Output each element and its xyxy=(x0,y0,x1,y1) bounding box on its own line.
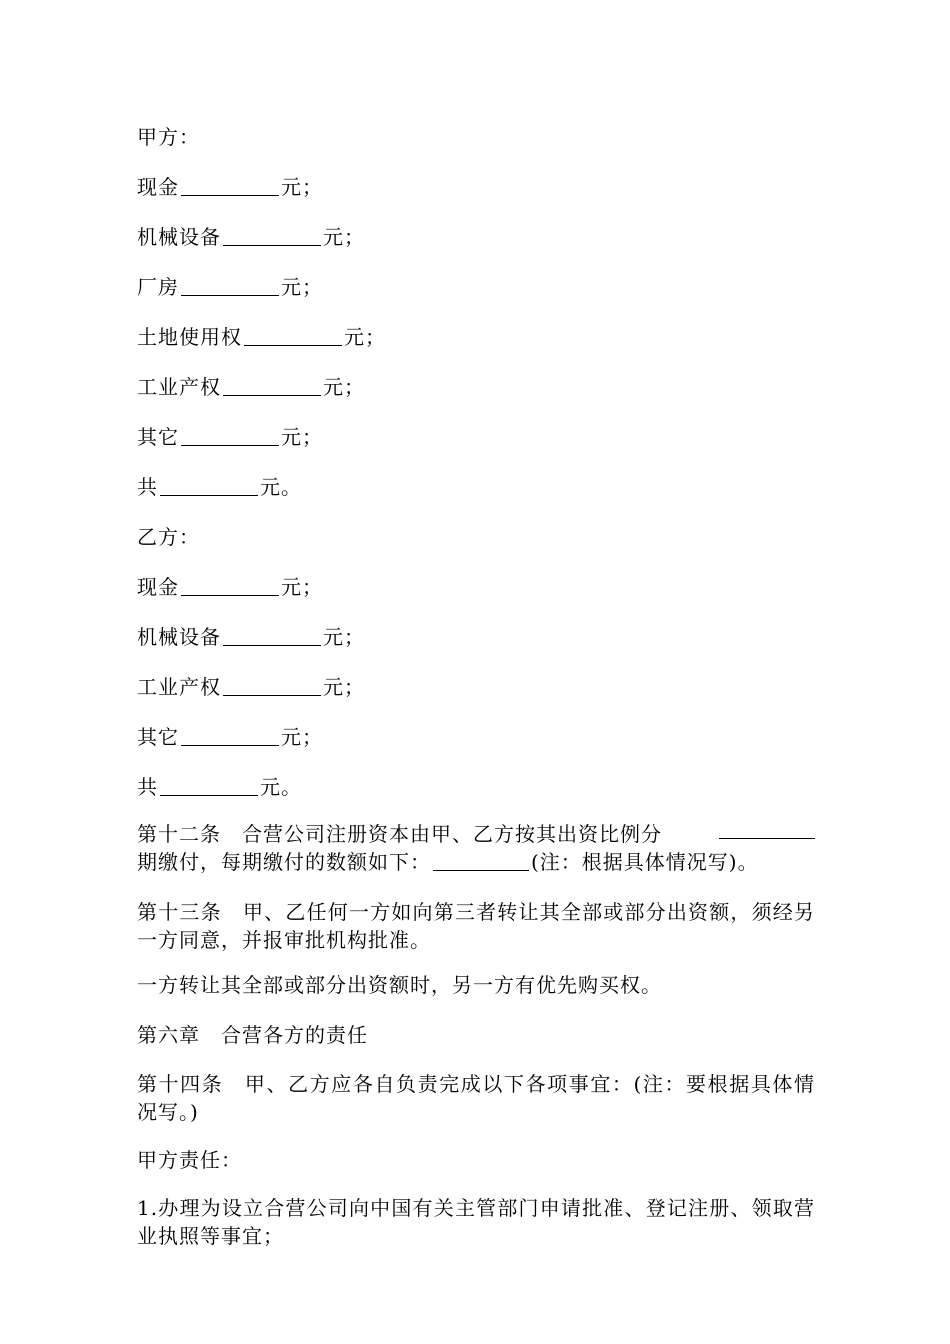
item-suffix: 元； xyxy=(323,225,365,249)
article-12-line1 xyxy=(137,820,815,848)
blank-line xyxy=(160,777,258,796)
blank-line xyxy=(181,577,279,596)
party-a-duty-1: 1.办理为设立合营公司向中国有关主管部门申请批准、登记注册、领取营业执照等事宜； xyxy=(137,1196,815,1248)
item-name: 共 xyxy=(137,775,158,799)
party-a-heading: 甲方： xyxy=(137,125,200,149)
blank-line xyxy=(223,677,321,696)
blank-line xyxy=(223,227,321,246)
item-name: 机械设备 xyxy=(137,625,221,649)
article-12-text-2: 期缴付，每期缴付的数额如下： xyxy=(137,850,431,874)
party-a-item-factory xyxy=(137,274,323,300)
party-a-duties-heading: 甲方责任： xyxy=(137,1148,242,1172)
item-name: 工业产权 xyxy=(137,375,221,399)
party-a-item-ip xyxy=(137,374,365,400)
party-b-item-total xyxy=(137,774,302,800)
item-name: 现金 xyxy=(137,175,179,199)
chapter-6-heading: 第六章 合营各方的责任 xyxy=(137,1023,368,1047)
blank-line xyxy=(223,627,321,646)
party-a-item-total xyxy=(137,474,302,500)
party-b-item-ip xyxy=(137,674,365,700)
item-name: 共 xyxy=(137,475,158,499)
article-14: 第十四条 甲、乙方应各自负责完成以下各项事宜：(注：要根据具体情况写。) xyxy=(137,1072,815,1124)
blank-line xyxy=(433,852,529,871)
item-name: 现金 xyxy=(137,575,179,599)
party-b-heading: 乙方： xyxy=(137,525,200,549)
party-a-item-equipment xyxy=(137,224,365,250)
item-name: 机械设备 xyxy=(137,225,221,249)
blank-line xyxy=(160,477,258,496)
item-suffix: 元； xyxy=(323,625,365,649)
blank-line xyxy=(719,820,815,839)
item-suffix: 元； xyxy=(281,175,323,199)
article-12 xyxy=(137,820,815,876)
party-a-item-other xyxy=(137,424,323,450)
party-a-item-land xyxy=(137,324,386,350)
party-b-item-cash xyxy=(137,574,323,600)
item-suffix: 元； xyxy=(344,325,386,349)
item-suffix: 元； xyxy=(281,275,323,299)
item-name: 其它 xyxy=(137,725,179,749)
item-suffix: 元； xyxy=(281,725,323,749)
blank-line xyxy=(181,427,279,446)
article-12-line2 xyxy=(137,848,815,876)
blank-line xyxy=(244,327,342,346)
item-name: 工业产权 xyxy=(137,675,221,699)
item-name: 其它 xyxy=(137,425,179,449)
blank-line xyxy=(181,727,279,746)
item-suffix: 元； xyxy=(281,575,323,599)
item-name: 土地使用权 xyxy=(137,325,242,349)
party-b-item-other xyxy=(137,724,323,750)
party-a-item-cash xyxy=(137,174,323,200)
blank-line xyxy=(223,377,321,396)
article-13: 第十三条 甲、乙任何一方如向第三者转让其全部或部分出资额，须经另一方同意，并报审批机构批准。 xyxy=(137,900,815,952)
item-suffix: 元； xyxy=(281,425,323,449)
blank-line xyxy=(181,277,279,296)
item-suffix: 元； xyxy=(323,675,365,699)
item-suffix: 元。 xyxy=(260,775,302,799)
party-b-item-equipment xyxy=(137,624,365,650)
item-suffix: 元； xyxy=(323,375,365,399)
article-12-text-1: 第十二条 合营公司注册资本由甲、乙方按其出资比例分 xyxy=(137,822,662,846)
item-name: 厂房 xyxy=(137,275,179,299)
blank-line xyxy=(181,177,279,196)
item-suffix: 元。 xyxy=(260,475,302,499)
transfer-note: 一方转让其全部或部分出资额时，另一方有优先购买权。 xyxy=(137,973,662,997)
article-12-note: (注：根据具体情况写)。 xyxy=(531,850,759,874)
